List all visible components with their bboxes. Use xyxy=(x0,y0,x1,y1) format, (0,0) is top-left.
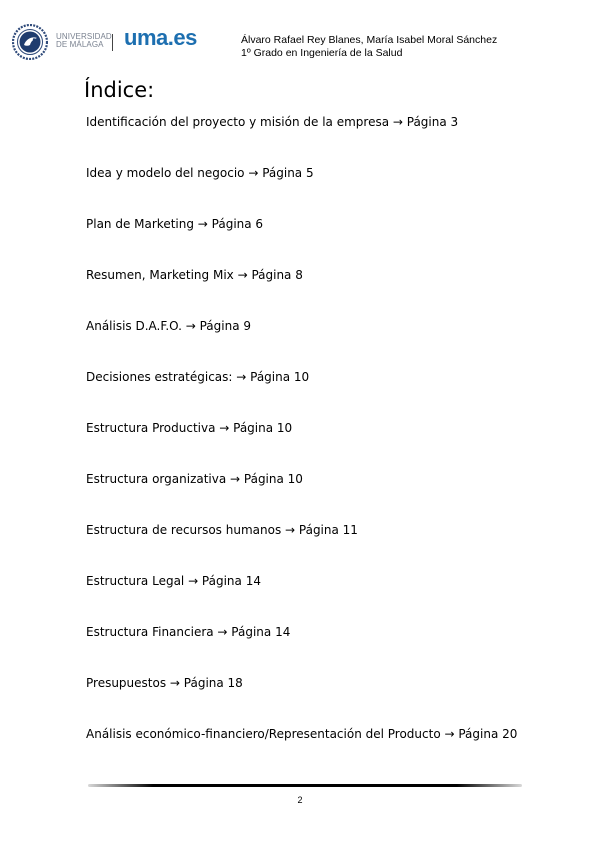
authors-line: Álvaro Rafael Rey Blanes, María Isabel Moral Sánchez xyxy=(241,34,498,46)
degree-line: 1º Grado en Ingeniería de la Salud xyxy=(241,47,403,59)
university-seal-icon xyxy=(12,24,48,60)
toc-entry: Estructura de recursos humanos → Página 11 xyxy=(86,523,358,537)
toc-entry: Análisis D.A.F.O. → Página 9 xyxy=(86,319,252,333)
footer-divider xyxy=(88,784,522,787)
toc-entry: Identificación del proyecto y misión de la empresa → Página 3 xyxy=(86,115,459,129)
toc-entry: Resumen, Marketing Mix → Página 8 xyxy=(86,268,303,282)
header-info xyxy=(241,34,497,60)
toc-entry: Estructura Legal → Página 14 xyxy=(86,574,261,588)
toc-entry: Presupuestos → Página 18 xyxy=(86,676,243,690)
page-header xyxy=(12,20,600,70)
university-name xyxy=(56,33,112,49)
logo-es-text: es xyxy=(173,25,197,50)
toc-entry: Plan de Marketing → Página 6 xyxy=(86,217,264,231)
toc-entry: Idea y modelo del negocio → Página 5 xyxy=(86,166,314,180)
toc-entry: Estructura Productiva → Página 10 xyxy=(86,421,293,435)
page-number: 2 xyxy=(297,795,303,805)
toc-entry: Decisiones estratégicas: → Página 10 xyxy=(86,370,310,384)
logo-uma-text: uma xyxy=(124,25,168,50)
index-title: Índice: xyxy=(84,78,155,102)
university-line-2: DE MÁLAGA xyxy=(56,40,104,49)
uma-es-logo xyxy=(124,25,197,51)
toc-entry: Estructura organizativa → Página 10 xyxy=(86,472,303,486)
table-of-contents xyxy=(86,114,526,743)
toc-entry: Análisis económico-financiero/Representación del Producto → Página 20 xyxy=(86,727,518,741)
toc-entry: Estructura Financiera → Página 14 xyxy=(86,625,291,639)
university-line-1: UNIVERSIDAD xyxy=(56,32,112,41)
logo-separator xyxy=(112,34,113,51)
logo-dot-text: . xyxy=(167,25,174,50)
